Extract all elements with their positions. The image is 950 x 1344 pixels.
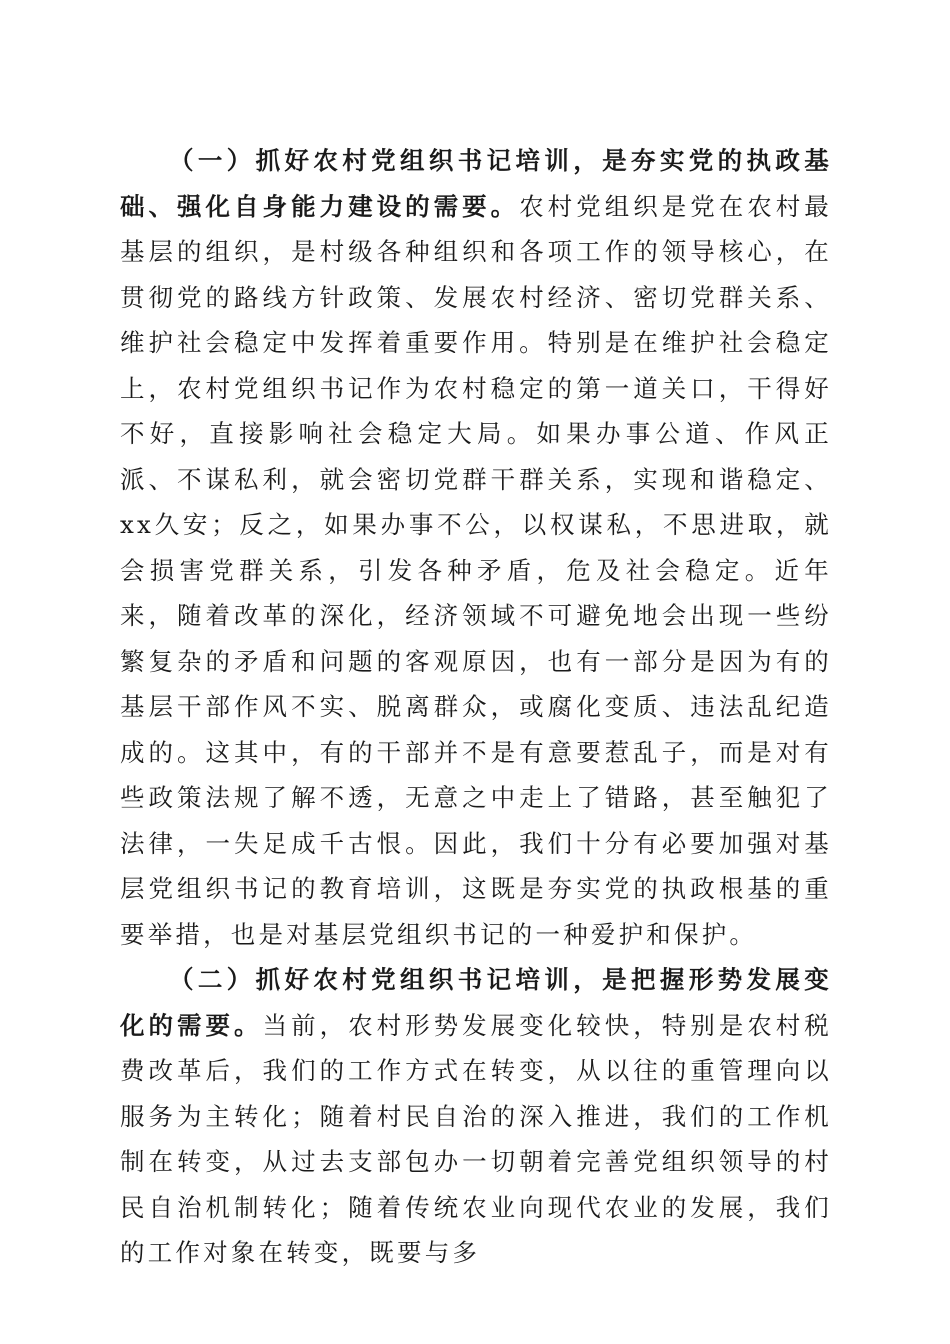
- paragraph-2: [120, 957, 832, 1276]
- paragraph-1-text: 农村党组织是党在农村最基层的组织，是村级各种组织和各项工作的领导核心，在贯彻党的路线方针政策、发展农村经济、密切党群关系、维护社会稳定中发挥着重要作用。特别是在维护社会稳定上，农村党组织书记作为农村稳定的第一道关口，干得好不好，直接影响社会稳定大局。如果办事公道、作风正派、不谋私利，就会密切党群干群关系，实现和谐稳定、xx久安；反之，如果办事不公，以权谋私，不思进取，就会损害党群关系，引发各种矛盾，危及社会稳定。近年来，随着改革的深化，经济领域不可避免地会出现一些纷繁复杂的矛盾和问题的客观原因，也有一部分是因为有的基层干部作风不实、脱离群众，或腐化变质、违法乱纪造成的。这其中，有的干部并不是有意要惹乱子，而是对有些政策法规了解不透，无意之中走上了错路，甚至触犯了法律，一失足成千古恨。因此，我们十分有必要加强对基层党组织书记的教育培训，这既是夯实党的执政根基的重要举措，也是对基层党组织书记的一种爱护和保护。: [120, 191, 832, 949]
- paragraph-1-heading: （一）抓好农村党组织书记培训，是夯实党的执政基础、强化自身能力建设的需要。: [120, 146, 832, 221]
- paragraph-1: [120, 138, 832, 957]
- document-body: [120, 138, 832, 1276]
- paragraph-2-text: 当前，农村形势发展变化较快，特别是农村税费改革后，我们的工作方式在转变，从以往的重管理向以服务为主转化；随着村民自治的深入推进，我们的工作机制在转变，从过去支部包办一切朝着完善党组织领导的村民自治机制转化；随着传统农业向现代农业的发展，我们的工作对象在转变，既要与多: [120, 1010, 832, 1267]
- paragraph-2-heading: （二）抓好农村党组织书记培训，是把握形势发展变化的需要。: [120, 965, 832, 1040]
